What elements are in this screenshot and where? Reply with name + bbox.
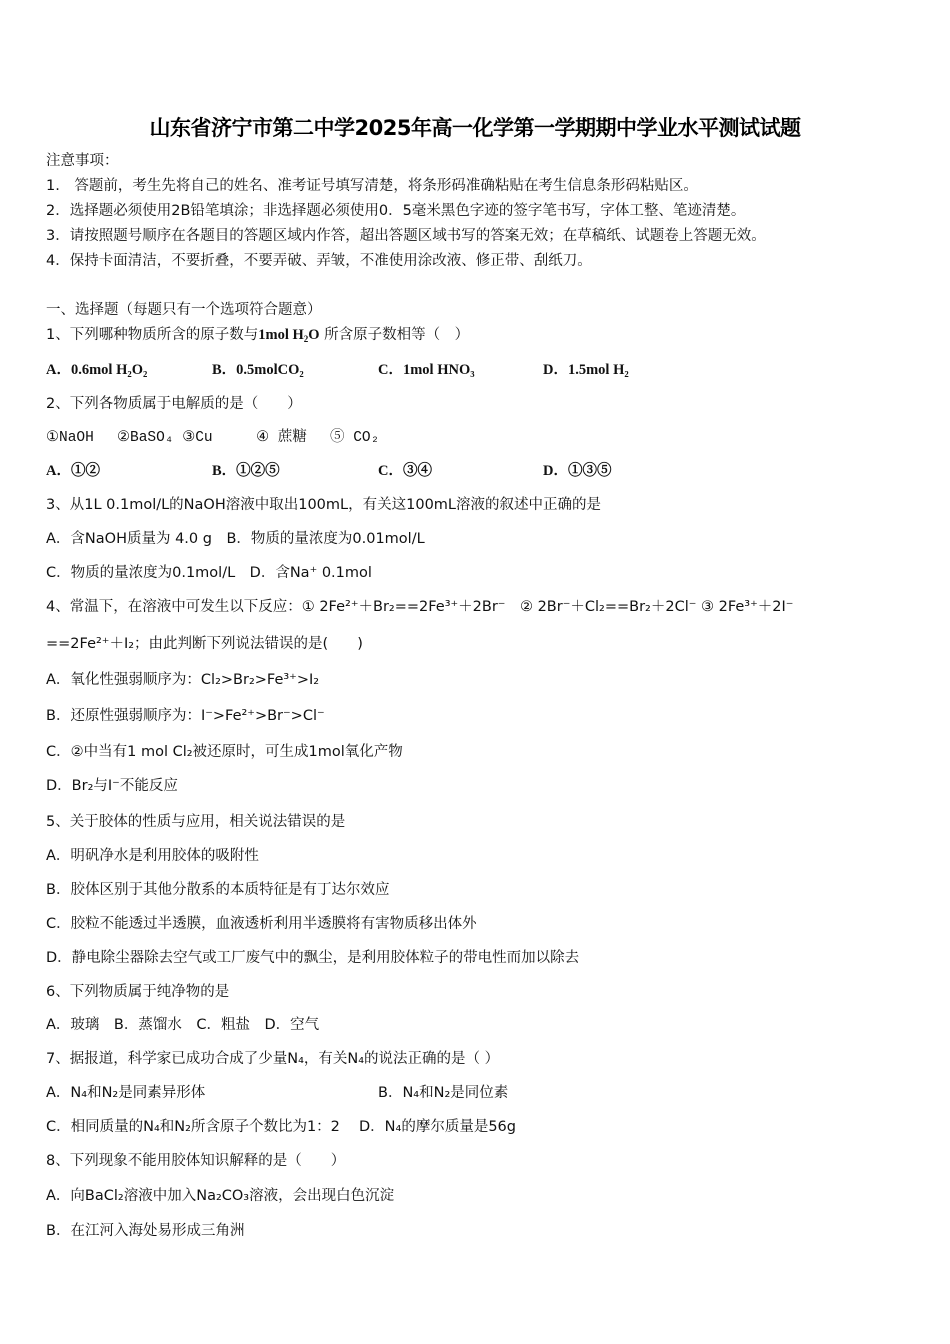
q1-option-c[interactable]: C．1mol HNO₃ [378, 362, 475, 378]
question-8-stem: 8、下列现象不能用胶体知识解释的是（ ） [46, 1153, 346, 1169]
q4-option-c[interactable]: C．②中当有1 mol Cl₂被还原时，可生成1mol氧化产物 [46, 744, 403, 760]
section-heading: 一、选择题（每题只有一个选项符合题意） [46, 302, 322, 318]
q4-option-a[interactable]: A．氧化性强弱顺序为：Cl₂>Br₂>Fe³⁺>I₂ [46, 672, 320, 688]
q7-option-a[interactable]: A．N₄和N₂是同素异形体 [46, 1085, 206, 1101]
q2-option-a[interactable]: A．①② [46, 463, 100, 479]
question-2-items: ①NaOH ②BaSO₄ ③Cu ④ 蔗糖 ⑤ CO₂ [46, 430, 380, 446]
question-4-stem-line1: 4、常温下，在溶液中可发生以下反应：① 2Fe²⁺＋Br₂==2Fe³⁺＋2Br⁻ ② 2Br⁻＋Cl₂==Br₂＋2Cl⁻ ③ 2Fe³⁺＋2I⁻ [46, 599, 794, 615]
question-3-options-ab[interactable]: A．含NaOH质量为 4.0 g B．物质的量浓度为0.01mol/L [46, 531, 425, 547]
q5-option-b[interactable]: B．胶体区别于其他分散系的本质特征是有丁达尔效应 [46, 882, 390, 898]
question-5-stem: 5、关于胶体的性质与应用，相关说法错误的是 [46, 814, 346, 830]
q4-option-b[interactable]: B．还原性强弱顺序为：I⁻>Fe²⁺>Br⁻>Cl⁻ [46, 708, 325, 724]
q7-options-cd[interactable]: C．相同质量的N₄和N₂所含原子个数比为1：2 D．N₄的摩尔质量是56g [46, 1119, 516, 1135]
q1-option-d[interactable]: D．1.5mol H₂ [543, 362, 629, 378]
question-7-stem: 7、据报道，科学家已成功合成了少量N₄，有关N₄的说法正确的是（ ） [46, 1051, 500, 1067]
q5-option-d[interactable]: D．静电除尘器除去空气或工厂废气中的飘尘，是利用胶体粒子的带电性而加以除去 [46, 950, 580, 966]
note-item-4: 4．保持卡面清洁，不要折叠，不要弄破、弄皱，不准使用涂改液、修正带、刮纸刀。 [46, 253, 592, 269]
q6-options[interactable]: A．玻璃 B．蒸馏水 C．粗盐 D．空气 [46, 1017, 320, 1033]
q5-option-a[interactable]: A．明矾净水是利用胶体的吸附性 [46, 848, 259, 864]
question-3-stem: 3、从1L 0.1mol/L的NaOH溶液中取出100mL，有关这100mL溶液的叙述中正确的是 [46, 497, 601, 513]
q5-option-c[interactable]: C．胶粒不能透过半透膜，血液透析利用半透膜将有害物质移出体外 [46, 916, 477, 932]
question-6-stem: 6、下列物质属于纯净物的是 [46, 984, 230, 1000]
page-title: 山东省济宁市第二中学2025年高一化学第一学期期中学业水平测试试题 [149, 116, 801, 140]
note-item-2: 2．选择题必须使用2B铅笔填涂；非选择题必须使用0．5毫米黑色字迹的签字笔书写，字体工整、笔迹清楚。 [46, 203, 746, 219]
q1-stem-sub: 2 [303, 334, 309, 344]
q4-option-d[interactable]: D．Br₂与I⁻不能反应 [46, 778, 178, 794]
q1-stem-c: O [308, 327, 320, 343]
question-4-stem-line2: ==2Fe²⁺＋I₂；由此判断下列说法错误的是( ) [46, 636, 363, 652]
q2-option-c[interactable]: C．③④ [378, 463, 432, 479]
q1-option-a[interactable]: A．0.6mol H₂O₂ [46, 362, 148, 378]
q1-stem-b: 1mol H [258, 327, 304, 343]
note-item-1: 1. 答题前，考生先将自己的姓名、准考证号填写清楚，将条形码准确粘贴在考生信息条形码粘贴区。 [46, 178, 698, 194]
q8-option-b[interactable]: B．在江河入海处易形成三角洲 [46, 1223, 245, 1239]
q1-stem-a: 1、下列哪种物质所含的原子数与 [46, 327, 259, 343]
question-1-stem [46, 325, 469, 345]
q2-option-d[interactable]: D．①③⑤ [543, 463, 612, 479]
q2-option-b[interactable]: B．①②⑤ [212, 463, 280, 479]
question-2-stem: 2、下列各物质属于电解质的是（ ） [46, 396, 302, 412]
note-item-3: 3．请按照题号顺序在各题目的答题区域内作答，超出答题区域书写的答案无效；在草稿纸、试题卷上答题无效。 [46, 228, 766, 244]
q7-option-b[interactable]: B．N₄和N₂是同位素 [378, 1085, 509, 1101]
q1-option-b[interactable]: B．0.5molCO₂ [212, 362, 304, 378]
question-3-options-cd[interactable]: C．物质的量浓度为0.1mol/L D．含Na⁺ 0.1mol [46, 565, 372, 581]
q8-option-a[interactable]: A．向BaCl₂溶液中加入Na₂CO₃溶液，会出现白色沉淀 [46, 1188, 395, 1204]
notes-heading: 注意事项： [46, 153, 119, 169]
q1-stem-d: 所含原子数相等（ ） [324, 327, 470, 343]
